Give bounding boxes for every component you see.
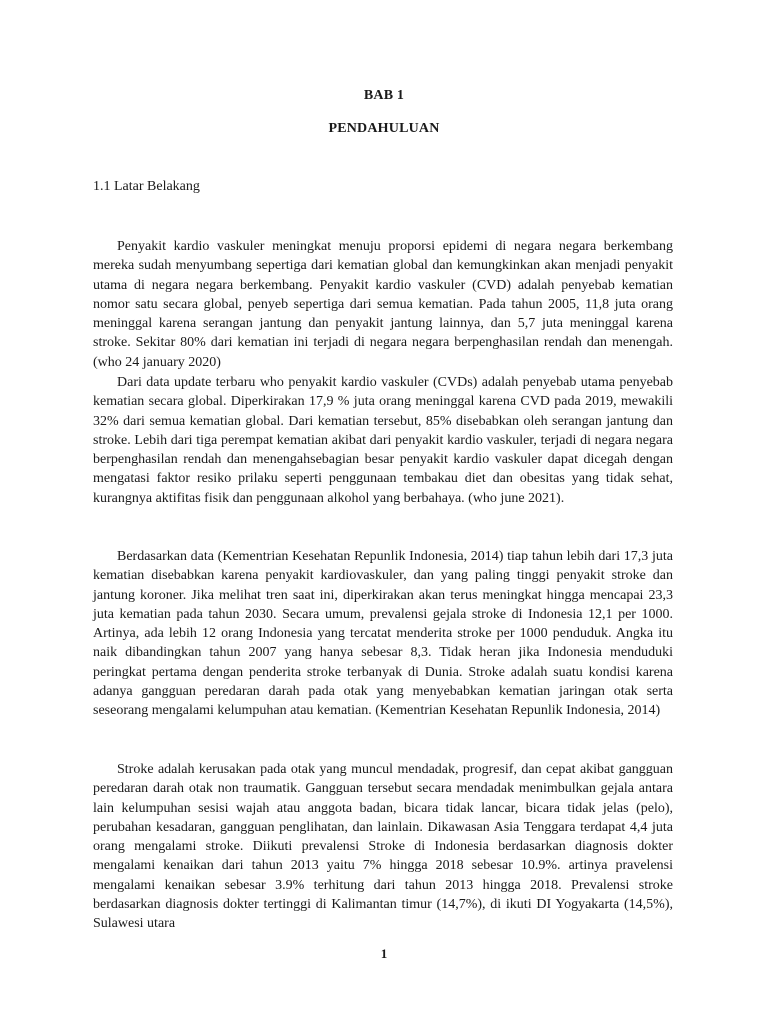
- paragraph: Stroke adalah kerusakan pada otak yang muncul mendadak, progresif, dan cepat akibat gangguan peredaran darah otak non traumatik. Gangguan tersebut secara mendadak menimbulkan gejala antara lain kelumpuhan sesisi wajah atau anggota badan, bicara tidak lancar, bicara tidak jelas (pelo), perubahan kesadaran, gangguan penglihatan, dan lainlain. Dikawasan Asia Tenggara terdapat 4,4 juta orang mengalami stroke. Diikuti prevalensi Stroke di Indonesia berdasarkan diagnosis dokter mengalami kenaikan dari tahun 2013 yaitu 7% hingga 2018 sebesar 10.9%. artinya pravelensi mengalami kenaikan sebesar 3.9% terhitung dari tahun 2013 hingga 2018. Prevalensi stroke berdasarkan diagnosis dokter tertinggi di Kalimantan timur (14,7%), di ikuti DI Yogyakarta (14,5%), Sulawesi utara: [93, 762, 673, 932]
- paragraph: Dari data update terbaru who penyakit kardio vaskuler (CVDs) adalah penyebab utama penyebab kematian secara global. Diperkirakan 17,9 % juta orang meninggal karena CVD pada 2019, mewakili 32% dari semua kematian global. Dari kematian tersebut, 85% disebabkan oleh serangan jantung dan stroke. Lebih dari tiga perempat kematian akibat dari penyakit kardio vaskuler, terjadi di negara negara berpenghasilan rendah dan menengahsebagian besar penyakit kardio vaskuler dapat dicegah dengan mengatasi faktor resiko prilaku seperti penggunaan tembakau diet dan obesitas yang tidak sehat, kurangnya aktifitas fisik dan penggunaan alkohol yang berbahaya. (who june 2021).: [93, 375, 673, 506]
- section-heading: 1.1 Latar Belakang: [93, 179, 200, 194]
- paragraph: Berdasarkan data (Kementrian Kesehatan Repunlik Indonesia, 2014) tiap tahun lebih dari 17,3 juta kematian disebabkan karena penyakit kardiovaskuler, dan yang paling tinggi penyakit stroke dan jantung koroner. Jika melihat tren saat ini, diperkirakan akan terus meningkat hingga mencapai 23,3 juta kematian pada tahun 2030. Secara umum, prevalensi gejala stroke di Indonesia 12,1 per 1000. Artinya, ada lebih 12 orang Indonesia yang tercatat menderita stroke per 1000 penduduk. Angka itu naik dibandingkan tahun 2007 yang hanya sebesar 8,3. Tidak heran jika Indonesia menduduki peringkat pertama dengan penderita stroke terbanyak di Dunia. Stroke adalah suatu kondisi karena adanya gangguan peredaran darah pada otak yang menyebabkan kematian jaringan otak serta seseorang mengalami kelumpuhan atau kematian. (Kementrian Kesehatan Repunlik Indonesia, 2014): [93, 549, 673, 719]
- paragraph: Penyakit kardio vaskuler meningkat menuju proporsi epidemi di negara negara berkembang mereka sudah menyumbang sepertiga dari kematian global dan kemungkinkan akan menjadi penyakit utama di negara negara berkembang. Penyakit kardio vaskuler (CVD) adalah penyebab kematian nomor satu secara global, penyeb sepertiga dari semua kematian. Pada tahun 2005, 11,8 juta orang meninggal karena serangan jantung dan penyakit jantung lainnya, dan 5,7 juta meninggal karena stroke. Sekitar 80% dari kematian ini terjadi di negara negara berpenghasilan rendah dan menengah. (who 24 january 2020): [93, 239, 673, 370]
- chapter-title: PENDAHULUAN: [328, 121, 440, 136]
- chapter-number: BAB 1: [363, 88, 405, 103]
- page-number: 1: [380, 946, 388, 961]
